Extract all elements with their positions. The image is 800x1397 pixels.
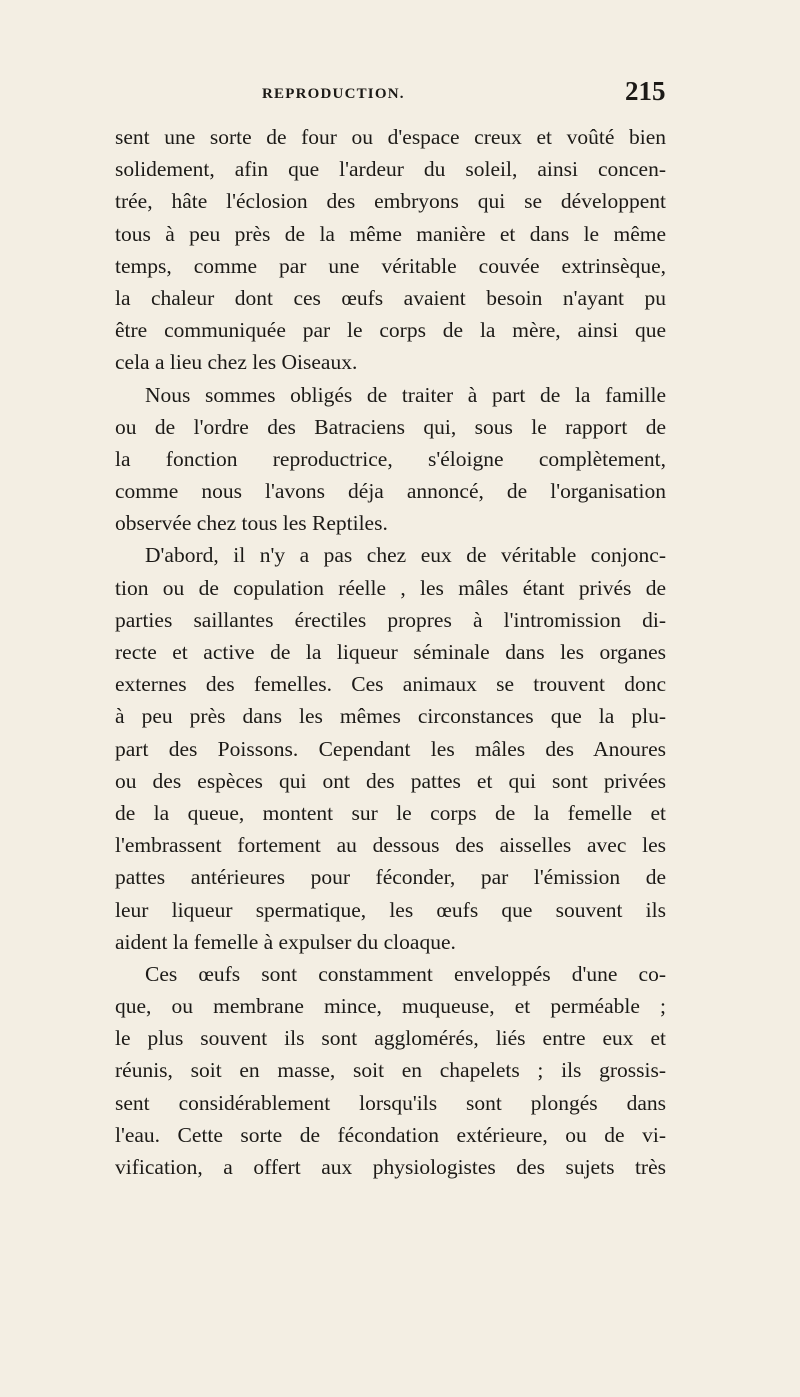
text-line: ou de l'ordre des Batraciens qui, sous le rapport de [115, 414, 666, 439]
text-line: la fonction reproductrice, s'éloigne complètement, [115, 446, 666, 471]
text-line: Nous sommes obligés de traiter à part de la famille [145, 382, 666, 407]
text-line: vification, a offert aux physiologistes des sujets très [115, 1155, 666, 1179]
text-line: pattes antérieures pour féconder, par l'émission de [115, 865, 666, 890]
text-line: la chaleur dont ces œufs avaient besoin n'ayant pu [115, 285, 666, 310]
text-line: ou des espèces qui ont des pattes et qui sont privées [115, 768, 666, 793]
text-line: aident la femelle à expulser du cloaque. [115, 929, 456, 954]
body-text [115, 121, 666, 1183]
text-line: leur liqueur spermatique, les œufs que souvent ils [115, 897, 666, 922]
text-line: que, ou membrane mince, muqueuse, et perméable ; [115, 994, 666, 1019]
text-line: trée, hâte l'éclosion des embryons qui se développent [115, 189, 666, 214]
text-line: tous à peu près de la même manière et dans le même [115, 221, 666, 246]
text-line: être communiquée par le corps de la mère, ainsi que [115, 318, 666, 343]
running-title: REPRODUCTION. [262, 86, 405, 102]
text-line: externes des femelles. Ces animaux se trouvent donc [115, 672, 666, 697]
text-line: sent considérablement lorsqu'ils sont plongés dans [115, 1090, 666, 1115]
text-line: cela a lieu chez les Oiseaux. [115, 350, 358, 375]
text-line: solidement, afin que l'ardeur du soleil, ainsi concen- [115, 157, 666, 182]
text-line: temps, comme par une véritable couvée extrinsèque, [115, 253, 666, 278]
text-line: de la queue, montent sur le corps de la femelle et [115, 800, 666, 825]
text-line: recte et active de la liqueur séminale dans les organes [115, 640, 666, 664]
text-line: Ces œufs sont constamment enveloppés d'une co- [145, 961, 666, 986]
text-line: à peu près dans les mêmes circonstances que la plu- [115, 704, 666, 729]
text-line: l'eau. Cette sorte de fécondation extérieure, ou de vi- [115, 1122, 666, 1147]
text-line: le plus souvent ils sont agglomérés, liés entre eux et [115, 1026, 666, 1051]
page-number: 215 [625, 76, 666, 106]
text-line: comme nous l'avons déja annoncé, de l'organisation [115, 479, 666, 504]
text-line: observée chez tous les Reptiles. [115, 511, 388, 536]
text-line: D'abord, il n'y a pas chez eux de véritable conjonc- [145, 543, 666, 568]
text-line: réunis, soit en masse, soit en chapelets ; ils grossis- [115, 1058, 666, 1083]
text-line: sent une sorte de four ou d'espace creux et voûté bien [115, 125, 666, 149]
text-line: l'embrassent fortement au dessous des aisselles avec les [115, 833, 666, 858]
text-line: tion ou de copulation réelle , les mâles étant privés de [115, 575, 666, 600]
text-line: parties saillantes érectiles propres à l'intromission di- [115, 607, 666, 632]
text-line: part des Poissons. Cependant les mâles des Anoures [115, 736, 666, 761]
